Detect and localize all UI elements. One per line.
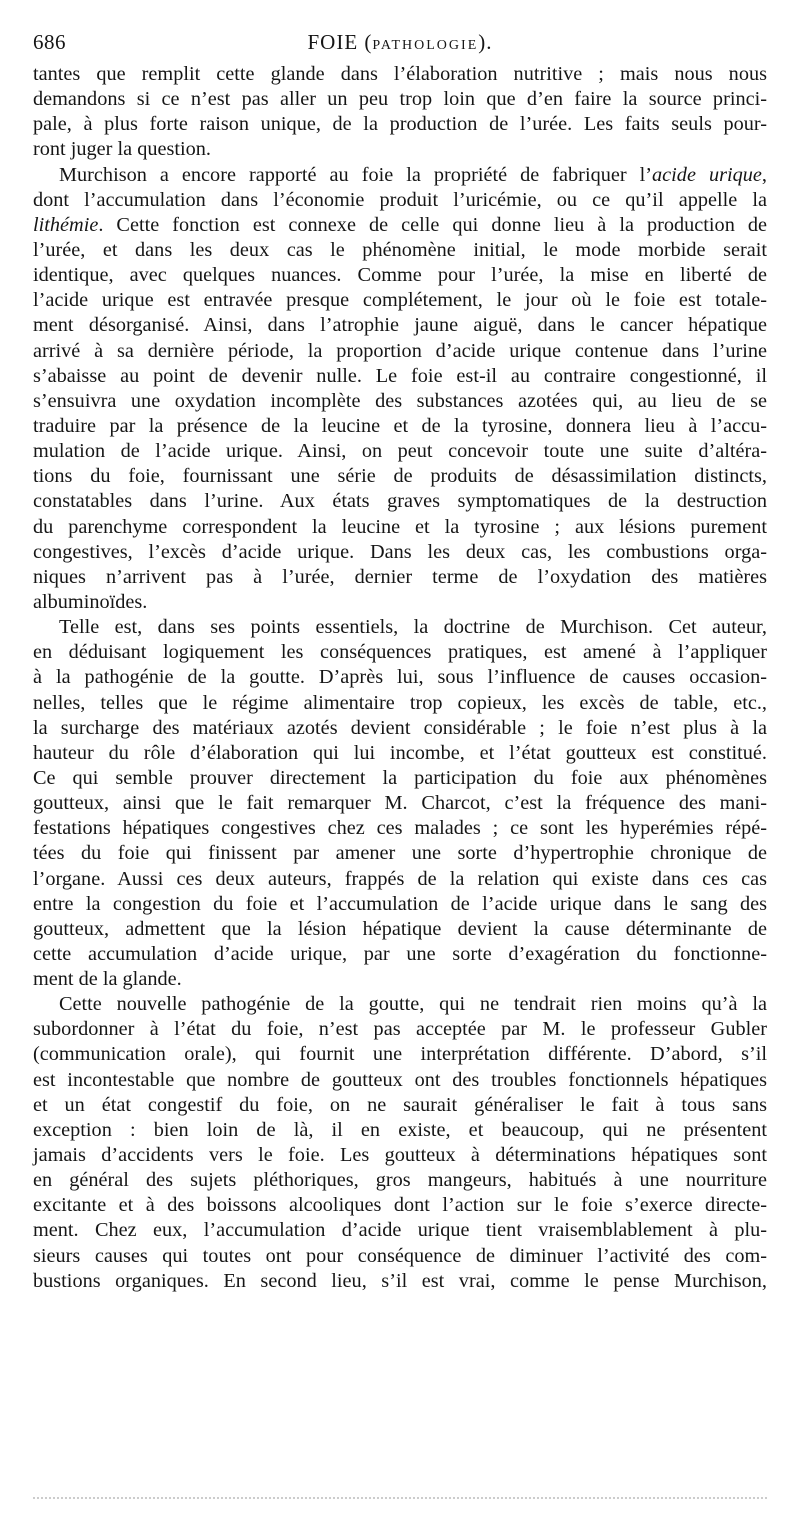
- page-number: 686: [33, 30, 66, 54]
- text-line: tantes que remplit cette glande dans l’élaboration nutritive ; mais nous nous: [33, 63, 767, 85]
- text-line: pale, à plus forte raison unique, de la production de l’urée. Les faits seuls pour-: [33, 113, 767, 136]
- text-line: [33, 163, 767, 188]
- text-line: ment. Chez eux, l’accumulation d’acide urique tient vraisemblablement à plu-: [33, 1219, 767, 1242]
- running-title: [33, 30, 767, 55]
- running-header: [33, 30, 767, 58]
- text-line: goutteux, admettent que la lésion hépatique devient la cause déterminante de: [33, 917, 767, 940]
- text-line: Telle est, dans ses points essentiels, la doctrine de Murchison. Cet auteur,: [59, 616, 767, 639]
- text-line: festations hépatiques congestives chez ces malades ; ce sont les hyperémies répé-: [33, 817, 767, 840]
- text-line: l’urée, et dans les deux cas le phénomène initial, le mode morbide serait: [33, 238, 767, 261]
- text-line: et un état congestif du foie, on ne saurait généraliser le fait à tous sans: [33, 1093, 767, 1116]
- italic-term: acide urique: [652, 163, 762, 186]
- italic-term: lithémie: [33, 213, 99, 236]
- text-line: sieurs causes qui toutes ont pour conséquence de diminuer l’activité des com-: [33, 1244, 767, 1267]
- text-line: arrivé à sa dernière période, la proportion d’acide urique contenue dans l’urine: [33, 339, 767, 362]
- text-line: niques n’arrivent pas à l’urée, dernier terme de l’oxydation des matières: [33, 565, 767, 588]
- text-line: albuminoïdes.: [33, 590, 148, 613]
- text-segment: Murchison a encore rapporté au foie la propriété de fabriquer l’: [59, 163, 653, 186]
- text-line: tées du foie qui finissent par amener une sorte d’hypertrophie chronique de: [33, 842, 767, 865]
- text-line: subordonner à l’état du foie, n’est pas acceptée par M. le professeur Gubler: [33, 1018, 767, 1041]
- text-line: tions du foie, fournissant une série de produits de désassimilation distincts,: [33, 465, 767, 488]
- text-line: congestives, l’excès d’acide urique. Dans les deux cas, les combustions orga-: [33, 540, 767, 563]
- text-line: Ce qui semble prouver directement la participation du foie aux phénomènes: [33, 766, 767, 789]
- text-line: ment de la glande.: [33, 968, 182, 991]
- text-line: excitante et à des boissons alcooliques dont l’action sur le foie s’exerce directe-: [33, 1194, 767, 1217]
- text-line: à la pathogénie de la goutte. D’après lui, sous l’influence de causes occasion-: [33, 666, 767, 689]
- text-line: hauteur du rôle d’élaboration qui lui incombe, et l’état goutteux est constitué.: [33, 741, 767, 764]
- scan-artifact-line: [33, 1497, 767, 1503]
- text-line: cette accumulation d’acide urique, par une sorte d’exagération du fonctionne-: [33, 942, 767, 965]
- text-line: traduire par la présence de la leucine et de la tyrosine, donnera lieu à l’accu-: [33, 414, 767, 437]
- text-line: demandons si ce n’est pas aller un peu trop loin que d’en faire la source princi-: [33, 88, 767, 111]
- text-line: dont l’accumulation dans l’économie produit l’uricémie, ou ce qu’il appelle la: [33, 188, 767, 211]
- text-line: en déduisant logiquement les conséquences pratiques, est amené à l’appliquer: [33, 641, 767, 664]
- text-line: identique, avec quelques nuances. Comme pour l’urée, la mise en liberté de: [33, 264, 767, 287]
- body-text: [33, 62, 767, 1294]
- text-line: l’organe. Aussi ces deux auteurs, frappés de la relation qui existe dans ces cas: [33, 867, 767, 890]
- text-line: ront juger la question.: [33, 138, 211, 161]
- running-title-main: FOIE (: [307, 30, 373, 54]
- text-line: nelles, telles que le régime alimentaire trop copieux, les excès de table, etc.,: [33, 691, 767, 714]
- text-line: [33, 213, 767, 238]
- text-line: l’acide urique est entravée presque complétement, le jour où le foie est totale-: [33, 289, 767, 312]
- text-line: jamais d’accidents vers le foie. Les goutteux à déterminations hépatiques sont: [33, 1144, 767, 1167]
- text-line: s’ensuivra une oxydation incomplète des substances azotées qui, au lieu de se: [33, 389, 767, 412]
- text-line: goutteux, ainsi que le fait remarquer M. Charcot, c’est la fréquence des mani-: [33, 792, 767, 815]
- text-line: (communication orale), qui fournit une interprétation différente. D’abord, s’il: [33, 1043, 767, 1066]
- text-line: mulation de l’acide urique. Ainsi, on peut concevoir toute une suite d’altéra-: [33, 440, 767, 463]
- text-segment: . Cette fonction est connexe de celle qui donne lieu à la production de: [98, 213, 767, 236]
- text-line: Cette nouvelle pathogénie de la goutte, qui ne tendrait rien moins qu’à la: [59, 993, 767, 1016]
- text-line: exception : bien loin de là, il en existe, et beaucoup, qui ne présentent: [33, 1118, 767, 1141]
- running-title-end: ).: [478, 30, 493, 54]
- text-line: la surcharge des matériaux azotés devient considérable ; le foie n’est plus à la: [33, 716, 767, 739]
- text-segment: ,: [761, 163, 767, 186]
- running-title-sub: PATHOLOGIE: [372, 38, 479, 53]
- text-line: constatables dans l’urine. Aux états graves symptomatiques de la destruction: [33, 490, 767, 513]
- text-line: s’abaisse au point de devenir nulle. Le foie est-il au contraire congestionné, il: [33, 364, 767, 387]
- text-line: est incontestable que nombre de goutteux ont des troubles fonctionnels hépatiques: [33, 1068, 767, 1091]
- text-line: ment désorganisé. Ainsi, dans l’atrophie jaune aiguë, dans le cancer hépatique: [33, 314, 767, 337]
- text-line: entre la congestion du foie et l’accumulation de l’acide urique dans le sang des: [33, 892, 767, 915]
- text-line: du parenchyme correspondent la leucine et la tyrosine ; aux lésions purement: [33, 515, 767, 538]
- text-line: bustions organiques. En second lieu, s’il est vrai, comme le pense Murchison,: [33, 1269, 767, 1292]
- text-line: en général des sujets pléthoriques, gros mangeurs, habitués à une nourriture: [33, 1169, 767, 1192]
